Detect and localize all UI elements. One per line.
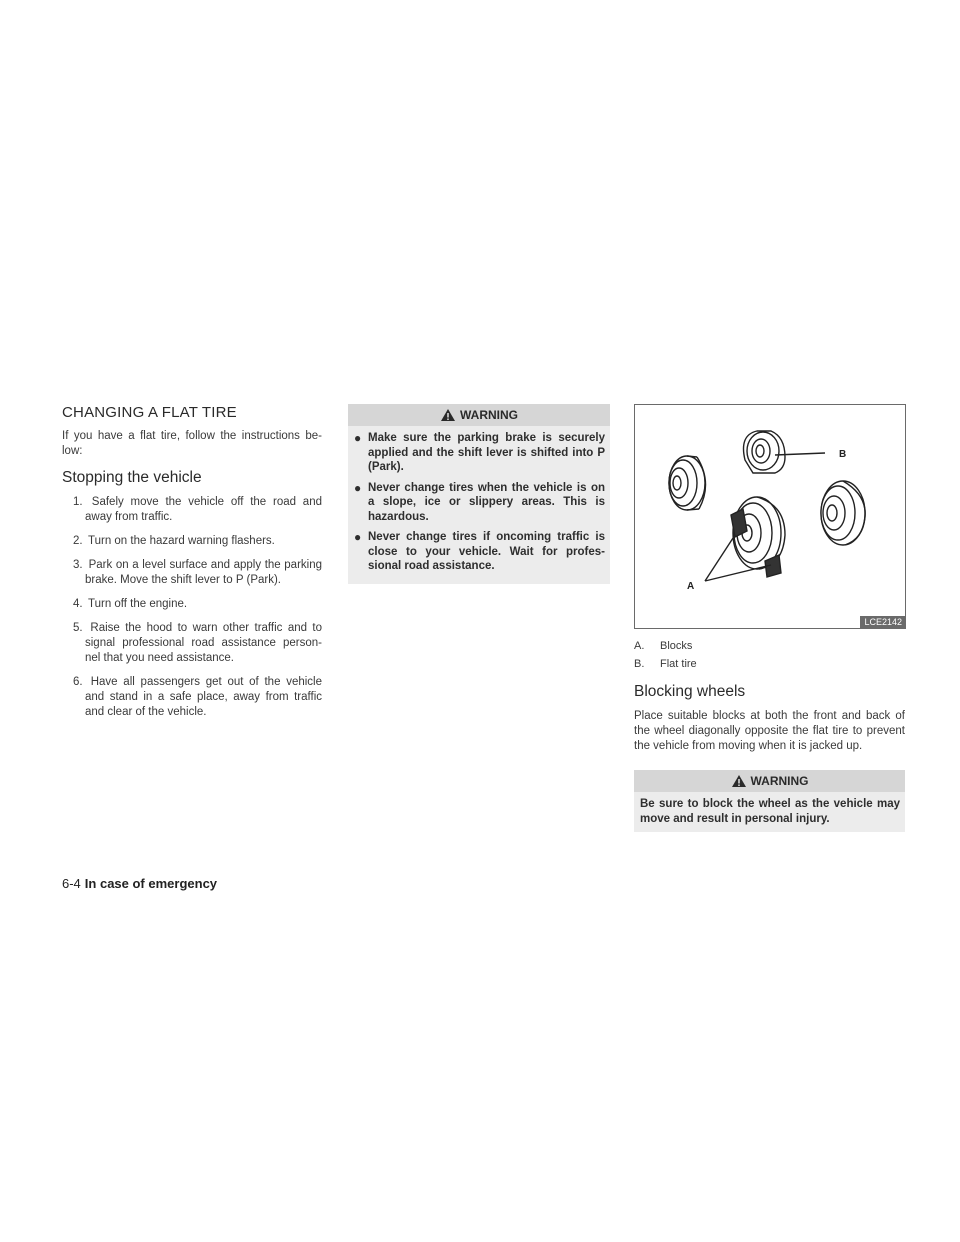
- step-text: Safely move the vehicle off the road and away from traffic.: [85, 496, 322, 523]
- warning-icon: [440, 408, 456, 422]
- step-text: Turn off the engine.: [88, 598, 188, 610]
- tire-left: [669, 456, 706, 510]
- warning-header-2: [634, 770, 905, 792]
- step-number: 6.: [73, 676, 83, 688]
- step-number: 3.: [73, 559, 83, 571]
- figure-label-a: A: [687, 581, 695, 592]
- legend-key: A.: [634, 640, 645, 652]
- warning-title-2: WARNING: [750, 774, 809, 788]
- step-text: Park on a level surface and apply the parking brake. Move the shift lever to P (Park).: [85, 559, 322, 586]
- tire-right: [821, 481, 865, 545]
- warning-header: [348, 404, 610, 426]
- bullet-icon: ●: [354, 431, 362, 445]
- figure-legend: [634, 637, 905, 673]
- chapter-title: In case of emergency: [84, 876, 218, 891]
- step-text: Raise the hood to warn other traffic and to signal professional road assistance person- nel that you need assistance.: [85, 622, 322, 664]
- tire-flat: [744, 431, 826, 473]
- step-item: [62, 597, 322, 612]
- legend-item: [634, 637, 905, 655]
- blocking-text: Place suitable blocks at both the front and back of the wheel diagonally opposite the flat tire to prevent the vehicle from moving when it is jacked up.: [634, 710, 905, 752]
- legend-item: [634, 655, 905, 673]
- step-item: [62, 621, 322, 666]
- right-column: [634, 404, 905, 832]
- bullet-icon: ●: [354, 480, 362, 495]
- step-number: 2.: [73, 535, 83, 547]
- step-item: [62, 558, 322, 588]
- warning-item-text: Never change tires when the vehicle is on a slope, ice or slippery areas. This is hazardous.: [368, 481, 605, 523]
- warning-icon: [731, 774, 747, 788]
- step-number: 5.: [73, 622, 83, 634]
- step-item: [62, 675, 322, 720]
- stopping-heading: Stopping the vehicle: [62, 469, 202, 486]
- step-number: 4.: [73, 598, 83, 610]
- legend-key: B.: [634, 658, 645, 670]
- legend-text: Flat tire: [660, 658, 697, 670]
- warning-item: [640, 797, 900, 826]
- step-text: Have all passengers get out of the vehicle and stand in a safe place, away from traffic and clear of the vehicle.: [85, 676, 322, 718]
- page-number: 6-4: [62, 876, 81, 891]
- blocking-heading: Blocking wheels: [634, 683, 746, 700]
- warning-box: [348, 404, 610, 584]
- warning-item-text: Make sure the parking brake is securely applied and the shift lever is shifted into P (Park).: [368, 432, 605, 473]
- middle-column: [348, 404, 610, 584]
- stopping-steps: [62, 495, 322, 720]
- figure-code: LCE2142: [860, 616, 905, 628]
- warning-title: WARNING: [460, 408, 518, 422]
- tire-blocks-drawing: [635, 405, 905, 628]
- warning-body-2: [634, 792, 905, 832]
- figure-label-b: B: [839, 449, 847, 460]
- warning-text-2: Be sure to block the wheel as the vehicle may move and result in personal injury.: [640, 798, 900, 825]
- legend-text: Blocks: [660, 640, 693, 652]
- step-item: [62, 495, 322, 525]
- warning-item-text: Never change tires if oncoming traffic is close to your vehicle. Wait for profes- sional road assistance.: [368, 531, 605, 572]
- intro-text: If you have a flat tire, follow the instructions be- low:: [62, 430, 322, 457]
- page-footer: [62, 876, 217, 891]
- warning-item: [354, 431, 605, 475]
- tire-illustration: [634, 404, 906, 629]
- tire-blocked: [705, 497, 785, 581]
- section-title: CHANGING A FLAT TIRE: [62, 404, 237, 421]
- step-item: [62, 534, 322, 549]
- step-number: 1.: [73, 496, 83, 508]
- warning-box-2: [634, 770, 905, 832]
- warning-item: [354, 481, 605, 525]
- warning-item: [354, 530, 605, 574]
- left-column: [62, 404, 322, 729]
- bullet-icon: ●: [354, 530, 362, 544]
- warning-body: [348, 426, 610, 584]
- step-text: Turn on the hazard warning flashers.: [88, 535, 275, 547]
